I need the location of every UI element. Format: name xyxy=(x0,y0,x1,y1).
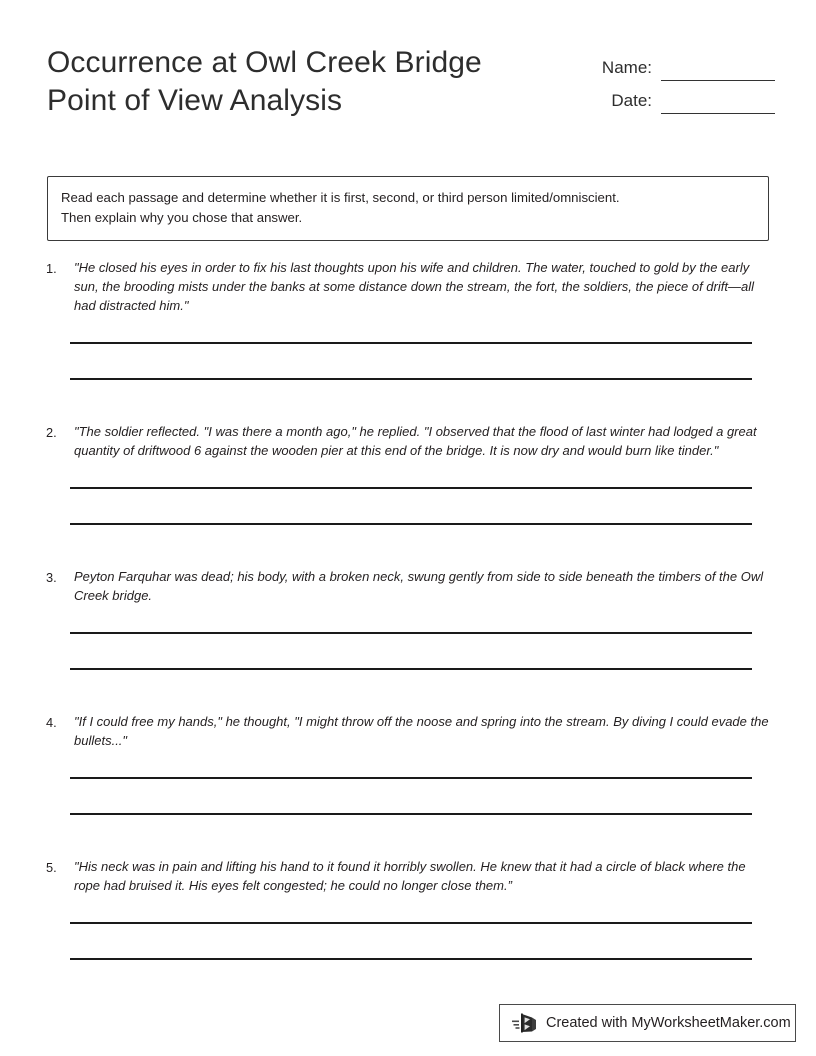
question-passage: "If I could free my hands," he thought, "I might throw off the noose and spring into the stream. By diving I could evade the bullets..." xyxy=(74,714,769,748)
question-passage: "His neck was in pain and lifting his hand to it found it horribly swollen. He knew that it had a circle of black where the rope had bruised it. His eyes felt congested; he could no longer close them.” xyxy=(74,859,746,893)
question-body xyxy=(0,857,816,895)
date-field-row xyxy=(560,81,775,114)
pennant-flag-icon xyxy=(512,1011,538,1035)
badge-label: Created with MyWorksheetMaker.com xyxy=(546,1015,791,1031)
instructions-box xyxy=(47,176,769,241)
question-passage: "He closed his eyes in order to fix his last thoughts upon his wife and children. The water, touched to gold by the early sun, the brooding mists under the banks at some distance down the stream, the fort, the soldiers, the piece of drift—all had distracted him." xyxy=(74,260,754,313)
question-item xyxy=(0,567,816,670)
question-number: 4. xyxy=(46,715,57,730)
answer-area xyxy=(0,895,816,960)
question-number: 1. xyxy=(46,261,57,276)
date-input-line[interactable] xyxy=(661,93,775,114)
question-passage: "The soldier reflected. "I was there a month ago," he replied. "I observed that the flood of last winter had lodged a great quantity of driftwood 6 against the wooden pier at this end of the bridge. It is now dry and would burn like tinder." xyxy=(74,424,757,458)
question-item xyxy=(0,258,816,380)
question-number: 5. xyxy=(46,860,57,875)
instructions-line-2: Then explain why you chose that answer. xyxy=(61,210,303,225)
question-number: 3. xyxy=(46,570,57,585)
answer-area xyxy=(0,750,816,815)
question-body xyxy=(0,258,816,315)
answer-area xyxy=(0,315,816,380)
name-label: Name: xyxy=(601,58,652,77)
question-body xyxy=(0,567,816,605)
question-body xyxy=(0,422,816,460)
name-date-block xyxy=(560,48,775,114)
name-field-row xyxy=(560,48,775,81)
answer-line[interactable] xyxy=(70,668,752,670)
question-item xyxy=(0,857,816,960)
question-item xyxy=(0,422,816,525)
answer-line[interactable] xyxy=(70,378,752,380)
question-item xyxy=(0,712,816,815)
question-body xyxy=(0,712,816,750)
answer-area xyxy=(0,460,816,525)
answer-line[interactable] xyxy=(70,523,752,525)
title-line-1: Occurrence at Owl Creek Bridge xyxy=(47,46,482,79)
page-title xyxy=(47,44,547,120)
answer-line[interactable] xyxy=(70,958,752,960)
worksheet-maker-badge[interactable] xyxy=(499,1004,796,1042)
answer-area xyxy=(0,605,816,670)
title-line-2: Point of View Analysis xyxy=(47,84,343,117)
answer-line[interactable] xyxy=(70,813,752,815)
question-passage: Peyton Farquhar was dead; his body, with a broken neck, swung gently from side to side beneath the timbers of the Owl Creek bridge. xyxy=(74,569,764,603)
question-number: 2. xyxy=(46,425,57,440)
name-input-line[interactable] xyxy=(661,60,775,81)
questions-list xyxy=(0,258,816,960)
instructions-line-1: Read each passage and determine whether it is first, second, or third person limited/omniscient. xyxy=(61,190,620,205)
worksheet-header xyxy=(0,0,816,150)
date-label: Date: xyxy=(611,91,652,110)
